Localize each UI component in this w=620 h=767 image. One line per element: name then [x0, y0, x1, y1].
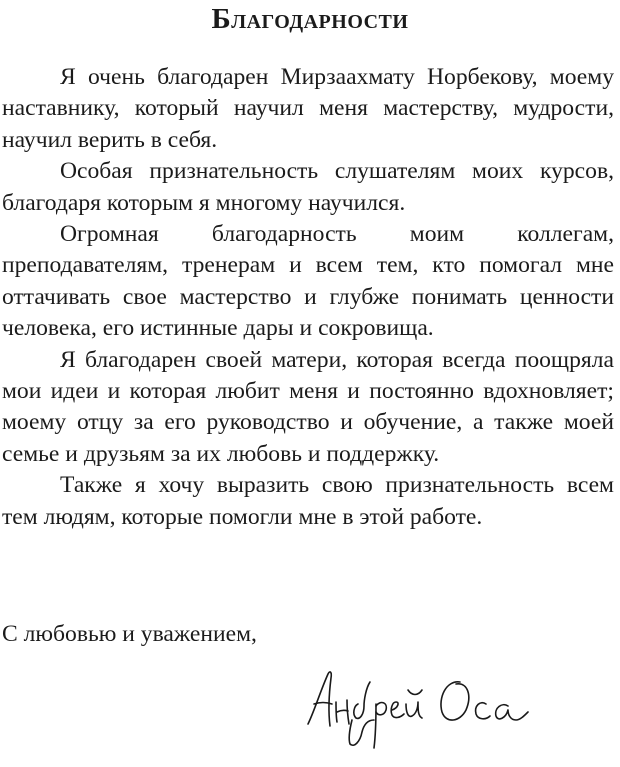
- page-title: Благодарности: [211, 3, 409, 35]
- paragraph-colleagues: Огромная благодарность моим коллегам, преподавателям, тренерам и всем тем, кто помогал мне оттачивать свое мастерство и глубже понимать ценности человека, его истинные дары и сокровища.: [2, 221, 614, 342]
- paragraph-helpers: Также я хочу выразить свою признательность всем тем людям, которые помогли мне в этой работе.: [2, 472, 614, 530]
- acknowledgements-body: [2, 62, 614, 533]
- paragraph-mentor: Я очень благодарен Мирзаахмату Норбекову, моему наставнику, который научил меня мастерству, мудрости, научил верить в себя.: [2, 64, 614, 153]
- paragraph-students: Особая признательность слушателям моих курсов, благодаря которым я многому научился.: [2, 158, 614, 216]
- closing-line: С любовью и уважением,: [2, 621, 257, 647]
- paragraph-family: Я благодарен своей матери, которая всегда поощряла мои идеи и которая любит меня и постоянно вдохновляет; моему отцу за его руководство и обучение, а также моей семье и друзьям за их любовь и поддержку.: [2, 346, 614, 467]
- handwritten-signature: [300, 652, 540, 752]
